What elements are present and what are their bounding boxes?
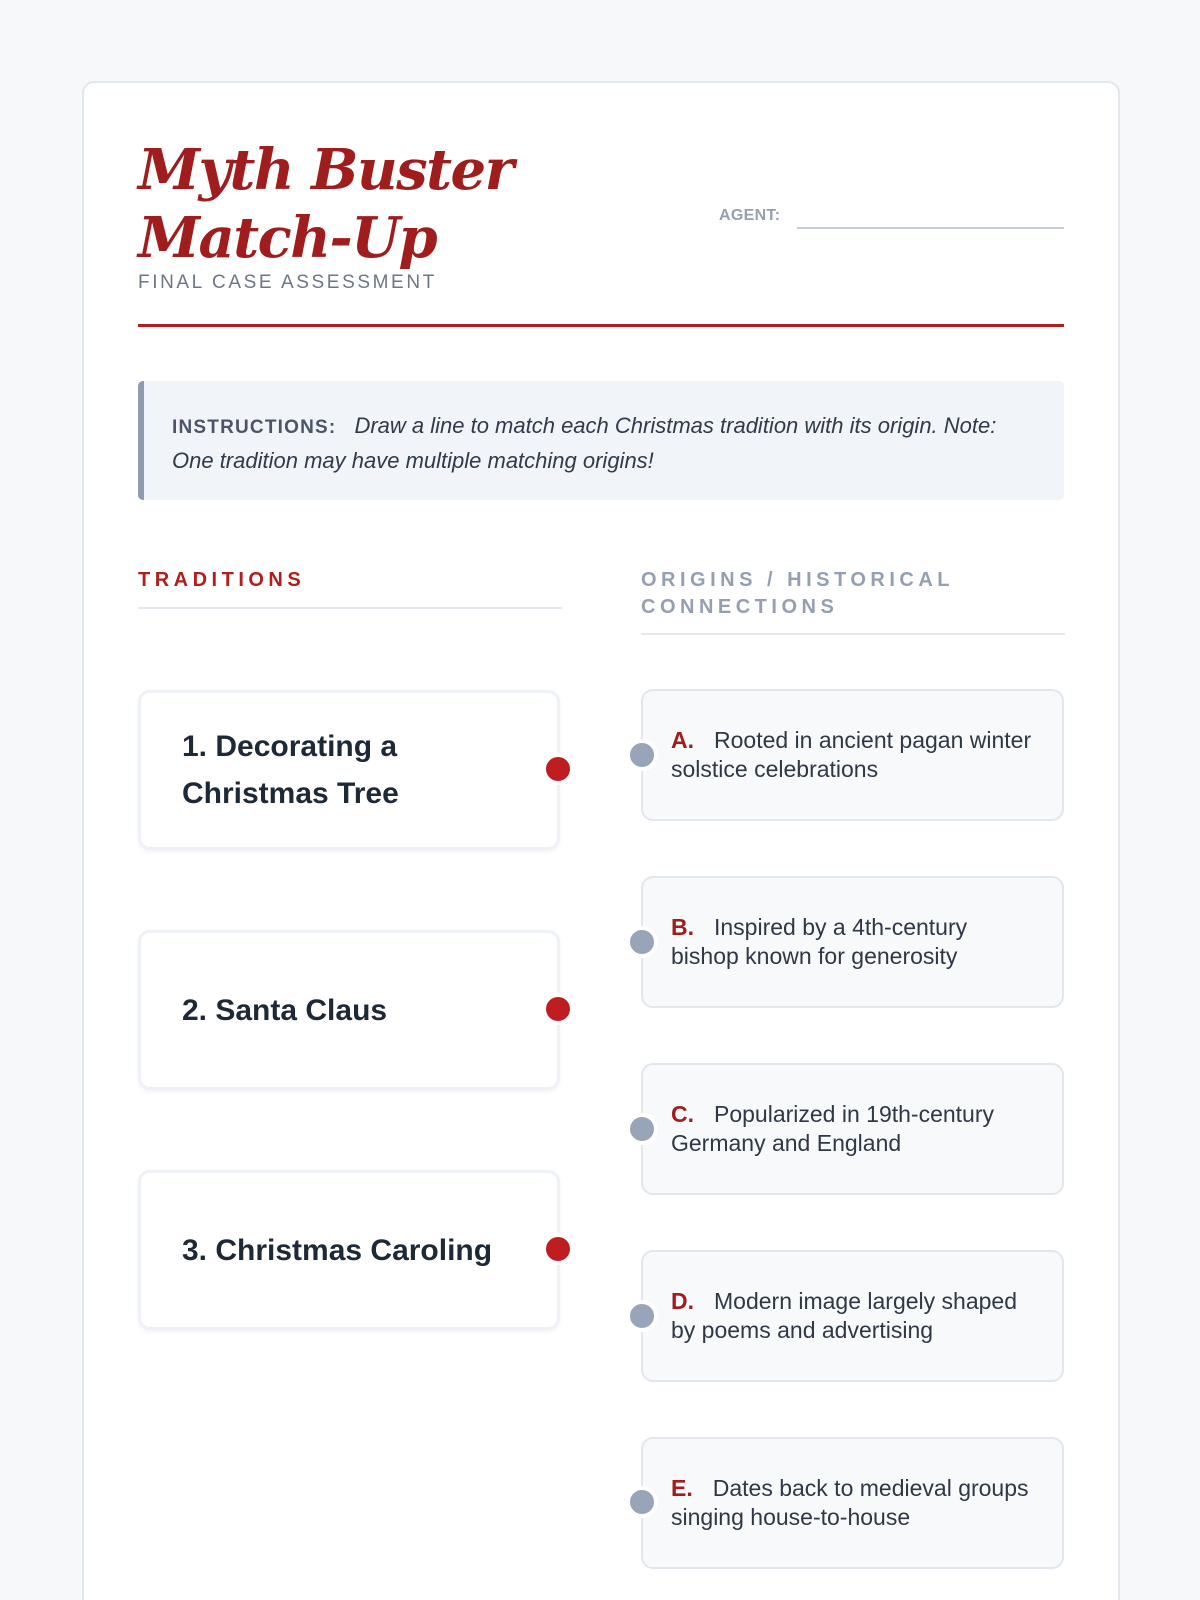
origin-text: Popularized in 19th-century Germany and England: [671, 1101, 994, 1156]
tradition-label: 3. Christmas Caroling: [182, 1233, 493, 1267]
origin-content: [671, 913, 1038, 971]
origin-text: Inspired by a 4th-century bishop known for generosity: [671, 914, 968, 969]
worksheet-title: Myth Buster Match-Up: [138, 137, 513, 271]
origins-heading-rule: [641, 633, 1065, 635]
tradition-2-connector-dot[interactable]: [542, 993, 574, 1025]
origin-a-connector-dot[interactable]: [626, 739, 658, 771]
origin-content: [671, 1100, 1038, 1158]
tradition-card-3: [138, 1170, 560, 1330]
origins-heading: ORIGINS / HISTORICAL CONNECTIONS: [641, 569, 954, 618]
origin-content: [671, 1287, 1038, 1345]
tradition-label: 1. Decorating a Christmas Tree: [182, 730, 399, 810]
tradition-label: 2. Santa Claus: [182, 993, 388, 1027]
traditions-heading-rule: [138, 607, 562, 609]
agent-name-field[interactable]: [797, 227, 1064, 229]
origin-letter: A.: [671, 727, 694, 753]
origin-d-connector-dot[interactable]: [626, 1300, 658, 1332]
origin-letter: C.: [671, 1101, 694, 1127]
traditions-heading: TRADITIONS: [138, 569, 306, 591]
tradition-3-connector-dot[interactable]: [542, 1233, 574, 1265]
tradition-card-1: [138, 690, 560, 850]
instructions-label: INSTRUCTIONS:: [172, 417, 337, 438]
origin-letter: E.: [671, 1475, 693, 1501]
origin-b-connector-dot[interactable]: [626, 926, 658, 958]
instructions-text: Draw a line to match each Christmas tradition with its origin. Note: One tradition may have multiple matching origins!: [172, 413, 997, 473]
origin-c-connector-dot[interactable]: [626, 1113, 658, 1145]
origin-card-d: [641, 1250, 1064, 1382]
origin-card-c: [641, 1063, 1064, 1195]
origin-letter: D.: [671, 1288, 694, 1314]
header-divider: [138, 324, 1064, 327]
worksheet-subtitle: FINAL CASE ASSESSMENT: [138, 272, 437, 293]
agent-label: AGENT:: [719, 207, 781, 224]
origin-e-connector-dot[interactable]: [626, 1486, 658, 1518]
origin-text: Dates back to medieval groups singing house-to-house: [671, 1475, 1029, 1530]
origin-text: Rooted in ancient pagan winter solstice celebrations: [671, 727, 1032, 782]
origin-card-e: [641, 1437, 1064, 1569]
origin-content: [671, 726, 1038, 784]
origin-card-b: [641, 876, 1064, 1008]
origin-card-a: [641, 689, 1064, 821]
tradition-card-2: [138, 930, 560, 1090]
instructions-box: [138, 381, 1064, 500]
origin-text: Modern image largely shaped by poems and advertising: [671, 1288, 1018, 1343]
tradition-1-connector-dot[interactable]: [542, 753, 574, 785]
origin-content: [671, 1474, 1038, 1532]
origin-letter: B.: [671, 914, 694, 940]
